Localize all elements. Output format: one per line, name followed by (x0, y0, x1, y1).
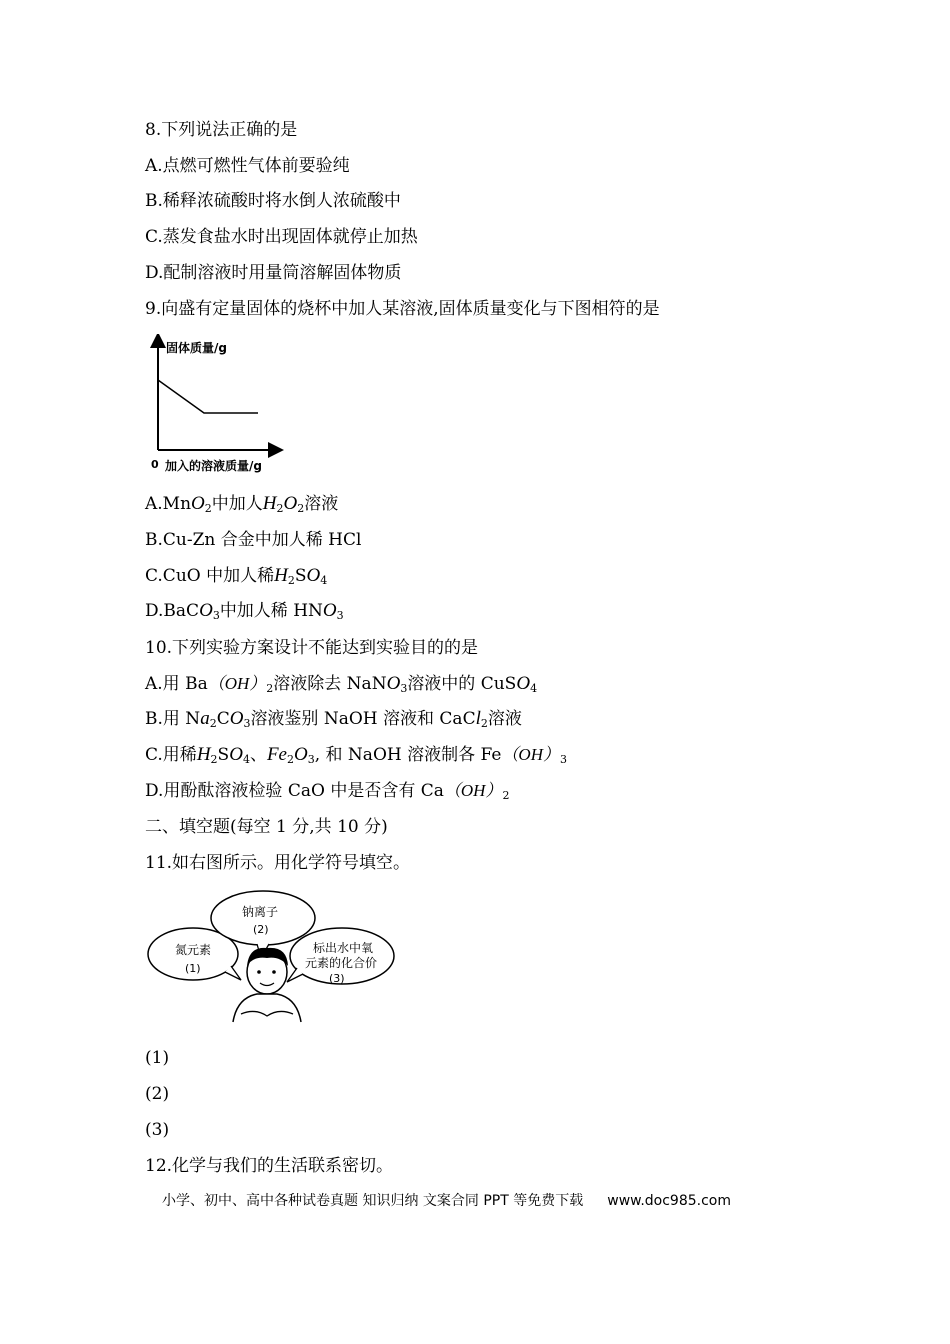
question-8-option-d: D.配制溶液时用量筒溶解固体物质 (145, 263, 402, 283)
question-12-stem: 12.化学与我们的生活联系密切。 (145, 1156, 394, 1176)
answer-blank-1: (1) (145, 1048, 170, 1068)
x-axis-label: 加入的溶液质量/g (165, 459, 262, 473)
mass-change-graph (148, 334, 288, 476)
origin-label: 0 (151, 458, 159, 471)
mass-curve (158, 380, 258, 413)
question-8-stem: 8.下列说法正确的是 (145, 120, 298, 140)
bubble-left-line2: (1) (185, 962, 201, 975)
question-9-option-c: C.CuO 中加人稀$H_2SO_4$ (145, 565, 328, 587)
question-8-option-a: A.点燃可燃性气体前要验纯 (145, 156, 350, 176)
question-8-option-b: B.稀释浓硫酸时将水倒人浓硫酸中 (145, 191, 401, 211)
question-9-option-d: D.BaCO$_3$中加人稀 $HNO_3$ (145, 600, 344, 622)
page-footer (162, 1190, 731, 1210)
question-8-option-c: C.蒸发食盐水时出现固体就停止加热 (145, 227, 418, 247)
bubble-right-line2: 元素的化合价 (305, 956, 378, 970)
question-10-stem: 10.下列实验方案设计不能达到实验目的的是 (145, 638, 479, 658)
question-10-option-a: A.用 $Ba(OH)_2$溶液除去 NaNO$_3$溶液中的 CuSO$_4$ (145, 673, 538, 695)
answer-blank-3: (3) (145, 1120, 170, 1140)
bubble-middle-line2: (2) (253, 923, 269, 936)
question-11-stem: 11.如右图所示。用化学符号填空。 (145, 853, 411, 873)
question-10-option-b: B.用 $Na_2CO_3$溶液鉴别 NaOH 溶液和 CaCl$_2$溶液 (145, 708, 522, 730)
question-10-option-c: C.用稀$H_2SO_4$、$Fe_2O_3$, 和 NaOH 溶液制各 $Fe(OH)_3$ (145, 744, 567, 766)
question-10-option-d: D.用酚酞溶液检验 CaO 中是否含有 $Ca(OH)_2$ (145, 781, 510, 802)
question-9-option-b: B.Cu-Zn 合金中加人稀 HCl (145, 530, 362, 550)
section-2-heading: 二、填空题(每空 1 分,共 10 分) (145, 817, 388, 837)
question-9-option-a: A.MnO$_2$中加人$H_2O_2$溶液 (145, 493, 339, 515)
bubble-right-line1: 标出水中氧 (313, 941, 374, 955)
bubble-middle-line1: 钠离子 (242, 905, 279, 919)
answer-blank-2: (2) (145, 1084, 170, 1104)
question-9-stem: 9.向盛有定量固体的烧杯中加人某溶液,固体质量变化与下图相符的是 (145, 299, 660, 319)
bubble-right-line3: (3) (329, 972, 345, 985)
footer-text: 小学、初中、高中各种试卷真题 知识归纳 文案合同 PPT 等免费下载 (162, 1193, 584, 1209)
footer-website[interactable]: www.doc985.com (607, 1193, 731, 1209)
boy-speech-illustration (145, 886, 405, 1028)
y-axis-label: 固体质量/g (166, 341, 227, 355)
bubble-left-line1: 氮元素 (175, 943, 212, 957)
